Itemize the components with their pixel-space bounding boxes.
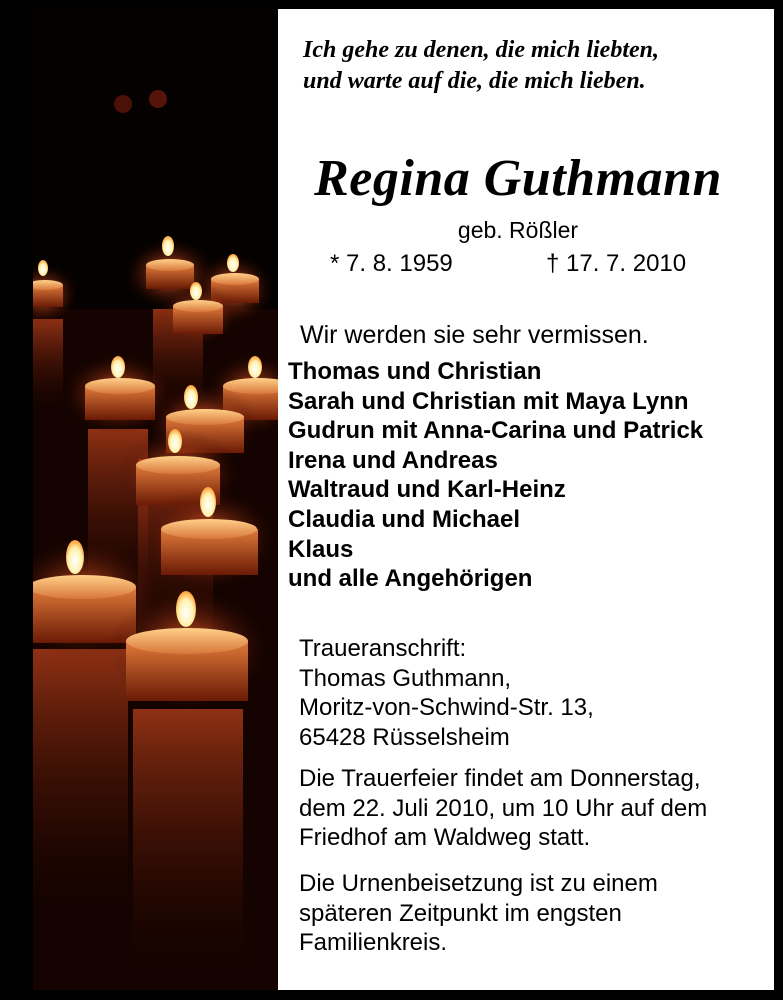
mourner-entry: Irena und Andreas [288,446,498,474]
mourner-entry: Waltraud und Karl-Heinz [288,476,566,504]
mourner-entry: Klaus [288,535,354,563]
service-line: dem 22. Juli 2010, um 10 Uhr auf dem [299,794,708,822]
quote-line: Ich gehe zu denen, die mich liebten, [303,37,659,63]
address-line: 65428 Rüsselsheim [299,723,510,751]
service-line: Die Trauerfeier findet am Donnerstag, [299,765,701,792]
mourner-entry: Thomas und Christian [288,358,542,385]
maiden-name: geb. Rößler [457,217,579,243]
death-date: † 17. 7. 2010 [546,250,687,277]
urn-line: späteren Zeitpunkt im engsten [299,899,622,927]
address-line: Traueranschrift: [299,635,467,662]
mourner-entry: Sarah und Christian mit Maya Lynn [288,387,689,415]
memorial-quote [303,35,763,97]
mourner-entry: Claudia und Michael [288,505,521,533]
deceased-name: Regina Guthmann [314,150,722,207]
candles-photo [33,9,278,990]
birth-date: * 7. 8. 1959 [330,250,453,277]
urn-burial-info [299,869,658,958]
address-line: Thomas Guthmann, [299,664,512,692]
missing-line: Wir werden sie sehr vermissen. [300,321,649,349]
urn-line: Die Urnenbeisetzung ist zu einem [299,870,658,897]
mourner-entry: und alle Angehörigen [288,565,533,593]
service-line: Friedhof am Waldweg statt. [299,824,591,851]
urn-line: Familienkreis. [299,929,448,956]
mourning-address [299,634,594,752]
mourner-entry: Gudrun mit Anna-Carina und Patrick [288,417,704,445]
funeral-service-info [299,764,707,853]
mourners-list [288,357,703,594]
quote-line: und warte auf die, die mich lieben. [303,68,646,94]
candle [108,589,268,709]
address-line: Moritz-von-Schwind-Str. 13, [299,694,594,721]
notice-text-panel [278,9,774,990]
